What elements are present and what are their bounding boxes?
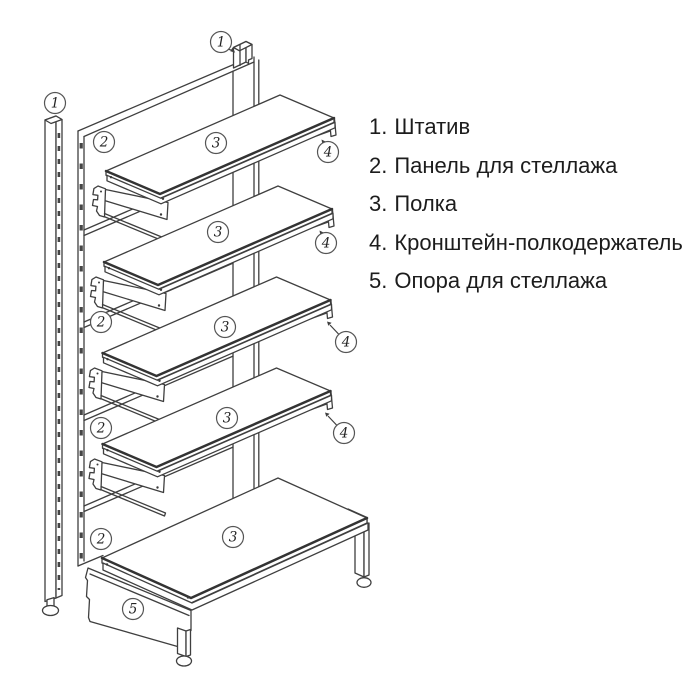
svg-text:4: 4 (341, 334, 351, 351)
callout-bracket-1 (318, 142, 339, 163)
svg-text:2: 2 (99, 134, 109, 151)
svg-text:2: 2 (96, 531, 106, 548)
legend-num: 4. (369, 229, 388, 255)
svg-text:3: 3 (211, 135, 221, 152)
base-front-foot (177, 656, 192, 666)
rail-foot (43, 606, 59, 616)
callout-shelf-5 (223, 527, 244, 548)
legend-label: Кронштейн-полкодержатель (394, 229, 683, 255)
callout-panel-2 (91, 312, 112, 333)
svg-text:4: 4 (321, 235, 331, 252)
svg-text:4: 4 (323, 144, 333, 161)
callout-stand-top (211, 32, 232, 53)
svg-text:1: 1 (50, 95, 60, 112)
base-front-leg (178, 628, 191, 657)
legend-label: Полка (394, 191, 458, 217)
legend-num: 2. (369, 152, 388, 178)
legend-item-3 (369, 185, 683, 224)
svg-text:2: 2 (96, 420, 106, 437)
callout-panel-1 (94, 132, 115, 153)
legend-num: 3. (369, 191, 388, 217)
callout-panel-3 (91, 418, 112, 439)
legend-label: Штатив (394, 114, 471, 139)
legend-item-1 (369, 108, 683, 147)
legend-item-5 (369, 262, 683, 301)
left-rail (43, 116, 63, 616)
callout-shelf-3 (215, 317, 236, 338)
callout-shelf-4 (217, 408, 238, 429)
svg-text:1: 1 (216, 34, 226, 51)
svg-text:3: 3 (228, 529, 238, 546)
legend-label: Опора для стеллажа (394, 268, 608, 294)
svg-text:4: 4 (339, 425, 349, 442)
callout-bracket-2 (316, 233, 337, 254)
callout-stand-rail (45, 93, 66, 114)
callout-panel-4 (91, 529, 112, 550)
callout-base (123, 599, 144, 620)
svg-text:3: 3 (222, 410, 232, 427)
svg-text:3: 3 (213, 224, 223, 241)
callout-shelf-2 (208, 222, 229, 243)
legend-label: Панель для стеллажа (394, 152, 618, 178)
callout-shelf-1 (206, 133, 227, 154)
legend-item-4 (369, 224, 683, 263)
legend-num: 1. (369, 114, 388, 139)
legend-item-2 (369, 147, 683, 186)
base-assembly (86, 478, 372, 666)
callout-bracket-3 (336, 332, 357, 353)
callout-bracket-4 (334, 423, 355, 444)
svg-text:3: 3 (220, 319, 230, 336)
legend (369, 108, 683, 301)
svg-text:5: 5 (128, 601, 138, 618)
legend-num: 5. (369, 268, 388, 294)
base-right-foot (357, 578, 371, 588)
svg-text:2: 2 (96, 314, 106, 331)
